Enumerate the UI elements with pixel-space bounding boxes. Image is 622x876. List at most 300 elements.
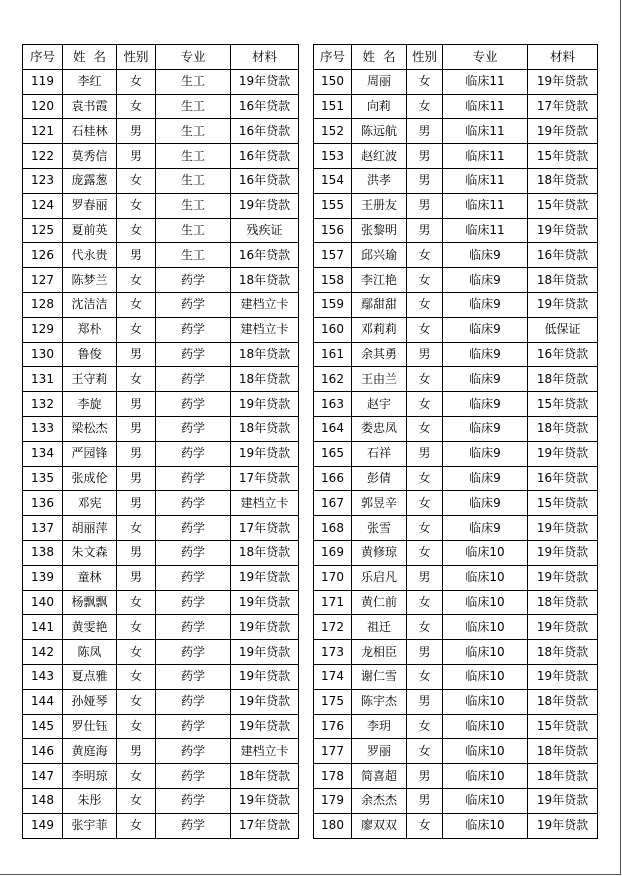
cell-name: 乐启凡 xyxy=(352,565,407,590)
cell-name: 余杰杰 xyxy=(352,788,407,813)
table-row xyxy=(314,491,598,516)
cell-gender: 女 xyxy=(117,317,156,342)
cell-major: 药学 xyxy=(156,565,231,590)
table-row xyxy=(23,416,299,441)
cell-major: 生工 xyxy=(156,119,231,144)
table-row xyxy=(314,788,598,813)
cell-seq: 162 xyxy=(314,367,352,392)
cell-gender: 男 xyxy=(117,342,156,367)
cell-major: 临床11 xyxy=(443,193,528,218)
cell-gender: 女 xyxy=(407,292,443,317)
cell-name: 童林 xyxy=(63,565,117,590)
cell-major: 临床11 xyxy=(443,94,528,119)
table-row xyxy=(23,516,299,541)
cell-material: 18年贷款 xyxy=(528,689,598,714)
cell-name: 郑朴 xyxy=(63,317,117,342)
cell-major: 药学 xyxy=(156,441,231,466)
cell-gender: 女 xyxy=(117,764,156,789)
cell-material: 19年贷款 xyxy=(528,565,598,590)
cell-major: 药学 xyxy=(156,813,231,838)
cell-material: 19年贷款 xyxy=(528,813,598,838)
cell-seq: 171 xyxy=(314,590,352,615)
cell-name: 严园锋 xyxy=(63,441,117,466)
cell-gender: 女 xyxy=(407,813,443,838)
cell-major: 临床10 xyxy=(443,714,528,739)
cell-major: 临床9 xyxy=(443,268,528,293)
cell-seq: 169 xyxy=(314,540,352,565)
cell-major: 临床11 xyxy=(443,144,528,169)
table-row xyxy=(314,144,598,169)
cell-name: 邓莉莉 xyxy=(352,317,407,342)
cell-gender: 女 xyxy=(407,739,443,764)
cell-name: 黄庭海 xyxy=(63,739,117,764)
cell-major: 临床10 xyxy=(443,764,528,789)
cell-material: 19年贷款 xyxy=(231,640,299,665)
cell-gender: 女 xyxy=(117,714,156,739)
cell-material: 19年贷款 xyxy=(528,788,598,813)
cell-name: 张宇菲 xyxy=(63,813,117,838)
table-row xyxy=(23,193,299,218)
cell-material: 18年贷款 xyxy=(231,342,299,367)
cell-gender: 女 xyxy=(407,243,443,268)
cell-major: 药学 xyxy=(156,540,231,565)
cell-seq: 173 xyxy=(314,640,352,665)
cell-material: 18年贷款 xyxy=(231,268,299,293)
cell-major: 药学 xyxy=(156,664,231,689)
cell-name: 张黎明 xyxy=(352,218,407,243)
table-row xyxy=(23,813,299,838)
header-name: 姓 名 xyxy=(63,45,117,70)
table-row xyxy=(23,615,299,640)
cell-gender: 女 xyxy=(407,540,443,565)
cell-seq: 178 xyxy=(314,764,352,789)
table-row xyxy=(314,168,598,193)
header-seq: 序号 xyxy=(23,45,63,70)
cell-major: 生工 xyxy=(156,193,231,218)
cell-gender: 男 xyxy=(117,392,156,417)
cell-major: 药学 xyxy=(156,416,231,441)
table-row xyxy=(314,813,598,838)
cell-major: 临床10 xyxy=(443,565,528,590)
cell-name: 石桂林 xyxy=(63,119,117,144)
table-row xyxy=(23,218,299,243)
cell-material: 19年贷款 xyxy=(231,664,299,689)
table-row xyxy=(314,416,598,441)
table-row xyxy=(314,218,598,243)
cell-major: 临床9 xyxy=(443,416,528,441)
table-row xyxy=(23,317,299,342)
cell-seq: 137 xyxy=(23,516,63,541)
cell-material: 17年贷款 xyxy=(231,516,299,541)
cell-gender: 女 xyxy=(117,268,156,293)
cell-material: 18年贷款 xyxy=(231,367,299,392)
cell-name: 夏点雅 xyxy=(63,664,117,689)
cell-major: 临床10 xyxy=(443,739,528,764)
cell-material: 16年贷款 xyxy=(528,342,598,367)
cell-major: 生工 xyxy=(156,144,231,169)
cell-seq: 145 xyxy=(23,714,63,739)
table-header-row xyxy=(23,45,299,70)
cell-seq: 163 xyxy=(314,392,352,417)
cell-name: 陈宇杰 xyxy=(352,689,407,714)
cell-major: 临床10 xyxy=(443,615,528,640)
cell-material: 15年贷款 xyxy=(528,193,598,218)
cell-seq: 144 xyxy=(23,689,63,714)
cell-seq: 161 xyxy=(314,342,352,367)
cell-gender: 男 xyxy=(117,119,156,144)
cell-gender: 女 xyxy=(117,516,156,541)
cell-material: 18年贷款 xyxy=(231,540,299,565)
cell-material: 19年贷款 xyxy=(231,714,299,739)
cell-major: 药学 xyxy=(156,739,231,764)
cell-gender: 男 xyxy=(117,144,156,169)
cell-seq: 174 xyxy=(314,664,352,689)
cell-material: 18年贷款 xyxy=(528,416,598,441)
cell-material: 15年贷款 xyxy=(528,392,598,417)
cell-name: 祖迁 xyxy=(352,615,407,640)
cell-gender: 男 xyxy=(407,441,443,466)
cell-seq: 180 xyxy=(314,813,352,838)
cell-gender: 男 xyxy=(117,441,156,466)
cell-gender: 女 xyxy=(407,416,443,441)
cell-material: 19年贷款 xyxy=(231,441,299,466)
cell-name: 罗仕钰 xyxy=(63,714,117,739)
cell-material: 17年贷款 xyxy=(231,813,299,838)
cell-material: 19年贷款 xyxy=(528,516,598,541)
cell-seq: 151 xyxy=(314,94,352,119)
cell-major: 临床10 xyxy=(443,540,528,565)
cell-major: 药学 xyxy=(156,342,231,367)
cell-major: 药学 xyxy=(156,317,231,342)
cell-seq: 141 xyxy=(23,615,63,640)
cell-seq: 167 xyxy=(314,491,352,516)
cell-seq: 128 xyxy=(23,292,63,317)
cell-major: 临床11 xyxy=(443,168,528,193)
cell-seq: 166 xyxy=(314,466,352,491)
table-row xyxy=(314,342,598,367)
cell-name: 李红 xyxy=(63,69,117,94)
cell-name: 梁松杰 xyxy=(63,416,117,441)
cell-gender: 男 xyxy=(407,119,443,144)
cell-name: 莫秀信 xyxy=(63,144,117,169)
cell-seq: 140 xyxy=(23,590,63,615)
cell-gender: 女 xyxy=(117,218,156,243)
table-row xyxy=(314,516,598,541)
cell-material: 16年贷款 xyxy=(231,168,299,193)
table-row xyxy=(314,640,598,665)
header-major: 专业 xyxy=(443,45,528,70)
cell-gender: 女 xyxy=(407,367,443,392)
cell-gender: 女 xyxy=(117,615,156,640)
cell-name: 鲁俊 xyxy=(63,342,117,367)
cell-material: 19年贷款 xyxy=(231,615,299,640)
cell-material: 17年贷款 xyxy=(231,466,299,491)
cell-name: 孙娅琴 xyxy=(63,689,117,714)
cell-major: 临床9 xyxy=(443,367,528,392)
cell-name: 王册友 xyxy=(352,193,407,218)
cell-gender: 男 xyxy=(407,168,443,193)
table-row xyxy=(23,590,299,615)
cell-seq: 154 xyxy=(314,168,352,193)
table-row xyxy=(314,69,598,94)
cell-name: 张雪 xyxy=(352,516,407,541)
table-row xyxy=(23,491,299,516)
table-header-row xyxy=(314,45,598,70)
cell-major: 临床9 xyxy=(443,441,528,466)
cell-major: 临床10 xyxy=(443,590,528,615)
cell-seq: 156 xyxy=(314,218,352,243)
cell-major: 临床9 xyxy=(443,466,528,491)
cell-major: 药学 xyxy=(156,615,231,640)
cell-name: 谢仁雪 xyxy=(352,664,407,689)
cell-seq: 129 xyxy=(23,317,63,342)
cell-major: 药学 xyxy=(156,689,231,714)
cell-material: 建档立卡 xyxy=(231,491,299,516)
cell-material: 18年贷款 xyxy=(528,590,598,615)
cell-gender: 男 xyxy=(407,218,443,243)
cell-material: 18年贷款 xyxy=(528,739,598,764)
cell-name: 陈梦兰 xyxy=(63,268,117,293)
cell-major: 药学 xyxy=(156,491,231,516)
table-row xyxy=(23,94,299,119)
table-row xyxy=(314,441,598,466)
cell-name: 罗丽 xyxy=(352,739,407,764)
cell-name: 赵宇 xyxy=(352,392,407,417)
cell-major: 临床11 xyxy=(443,119,528,144)
cell-name: 朱彤 xyxy=(63,788,117,813)
cell-name: 朱文森 xyxy=(63,540,117,565)
student-table-right xyxy=(313,44,598,839)
cell-material: 18年贷款 xyxy=(528,367,598,392)
cell-name: 邱兴瑜 xyxy=(352,243,407,268)
cell-major: 临床9 xyxy=(443,516,528,541)
cell-seq: 168 xyxy=(314,516,352,541)
table-row xyxy=(23,367,299,392)
cell-gender: 女 xyxy=(117,292,156,317)
cell-major: 临床11 xyxy=(443,69,528,94)
cell-material: 18年贷款 xyxy=(528,640,598,665)
cell-major: 临床10 xyxy=(443,788,528,813)
table-row xyxy=(314,119,598,144)
cell-seq: 121 xyxy=(23,119,63,144)
cell-material: 16年贷款 xyxy=(528,243,598,268)
cell-gender: 女 xyxy=(407,466,443,491)
cell-gender: 女 xyxy=(117,640,156,665)
cell-seq: 176 xyxy=(314,714,352,739)
cell-name: 沈洁洁 xyxy=(63,292,117,317)
header-material: 材料 xyxy=(528,45,598,70)
cell-seq: 157 xyxy=(314,243,352,268)
cell-name: 鄢甜甜 xyxy=(352,292,407,317)
table-row xyxy=(314,392,598,417)
table-row xyxy=(23,392,299,417)
cell-seq: 119 xyxy=(23,69,63,94)
table-row xyxy=(23,739,299,764)
cell-gender: 女 xyxy=(117,367,156,392)
table-row xyxy=(23,268,299,293)
cell-seq: 135 xyxy=(23,466,63,491)
cell-gender: 男 xyxy=(117,243,156,268)
cell-material: 18年贷款 xyxy=(231,416,299,441)
cell-gender: 女 xyxy=(407,268,443,293)
table-row xyxy=(23,119,299,144)
cell-major: 生工 xyxy=(156,168,231,193)
cell-name: 袁书霞 xyxy=(63,94,117,119)
cell-seq: 152 xyxy=(314,119,352,144)
cell-gender: 女 xyxy=(407,590,443,615)
cell-name: 夏前英 xyxy=(63,218,117,243)
table-row xyxy=(314,268,598,293)
cell-seq: 142 xyxy=(23,640,63,665)
cell-name: 洪孝 xyxy=(352,168,407,193)
cell-seq: 159 xyxy=(314,292,352,317)
cell-name: 廖双双 xyxy=(352,813,407,838)
cell-material: 19年贷款 xyxy=(528,292,598,317)
cell-gender: 女 xyxy=(117,813,156,838)
cell-seq: 160 xyxy=(314,317,352,342)
cell-gender: 女 xyxy=(407,516,443,541)
cell-seq: 170 xyxy=(314,565,352,590)
cell-name: 李江艳 xyxy=(352,268,407,293)
cell-gender: 女 xyxy=(407,94,443,119)
cell-seq: 122 xyxy=(23,144,63,169)
table-row xyxy=(23,664,299,689)
table-row xyxy=(314,317,598,342)
cell-seq: 149 xyxy=(23,813,63,838)
cell-material: 19年贷款 xyxy=(528,119,598,144)
cell-gender: 女 xyxy=(117,168,156,193)
table-row xyxy=(23,466,299,491)
cell-seq: 147 xyxy=(23,764,63,789)
cell-gender: 女 xyxy=(407,491,443,516)
cell-seq: 146 xyxy=(23,739,63,764)
cell-gender: 男 xyxy=(407,689,443,714)
header-seq: 序号 xyxy=(314,45,352,70)
cell-seq: 133 xyxy=(23,416,63,441)
cell-major: 临床9 xyxy=(443,392,528,417)
cell-material: 19年贷款 xyxy=(528,540,598,565)
cell-major: 临床10 xyxy=(443,689,528,714)
cell-major: 临床9 xyxy=(443,243,528,268)
cell-gender: 女 xyxy=(407,664,443,689)
cell-seq: 172 xyxy=(314,615,352,640)
cell-seq: 155 xyxy=(314,193,352,218)
cell-material: 19年贷款 xyxy=(231,69,299,94)
cell-material: 17年贷款 xyxy=(528,94,598,119)
cell-material: 15年贷款 xyxy=(528,714,598,739)
header-name: 姓 名 xyxy=(352,45,407,70)
cell-name: 胡丽萍 xyxy=(63,516,117,541)
table-row xyxy=(23,441,299,466)
cell-name: 娄忠凤 xyxy=(352,416,407,441)
cell-name: 简喜超 xyxy=(352,764,407,789)
student-table-left xyxy=(22,44,299,839)
cell-seq: 158 xyxy=(314,268,352,293)
table-row xyxy=(314,540,598,565)
cell-seq: 143 xyxy=(23,664,63,689)
cell-name: 龙相臣 xyxy=(352,640,407,665)
table-row xyxy=(23,69,299,94)
cell-material: 19年贷款 xyxy=(231,392,299,417)
cell-material: 18年贷款 xyxy=(528,168,598,193)
cell-seq: 175 xyxy=(314,689,352,714)
cell-name: 罗春丽 xyxy=(63,193,117,218)
cell-seq: 165 xyxy=(314,441,352,466)
cell-major: 药学 xyxy=(156,292,231,317)
table-row xyxy=(314,714,598,739)
cell-major: 临床11 xyxy=(443,218,528,243)
cell-seq: 126 xyxy=(23,243,63,268)
cell-gender: 女 xyxy=(117,94,156,119)
cell-name: 石祥 xyxy=(352,441,407,466)
cell-seq: 164 xyxy=(314,416,352,441)
header-material: 材料 xyxy=(231,45,299,70)
cell-seq: 179 xyxy=(314,788,352,813)
cell-material: 19年贷款 xyxy=(528,664,598,689)
cell-seq: 120 xyxy=(23,94,63,119)
cell-material: 低保证 xyxy=(528,317,598,342)
cell-gender: 女 xyxy=(407,69,443,94)
cell-gender: 女 xyxy=(407,317,443,342)
table-row xyxy=(314,94,598,119)
cell-name: 赵红波 xyxy=(352,144,407,169)
cell-name: 彭倩 xyxy=(352,466,407,491)
cell-name: 杨飘飘 xyxy=(63,590,117,615)
cell-material: 残疾证 xyxy=(231,218,299,243)
table-row xyxy=(314,565,598,590)
cell-major: 生工 xyxy=(156,69,231,94)
cell-gender: 女 xyxy=(407,615,443,640)
header-gender: 性别 xyxy=(407,45,443,70)
cell-major: 临床9 xyxy=(443,342,528,367)
cell-material: 19年贷款 xyxy=(231,788,299,813)
cell-gender: 男 xyxy=(407,342,443,367)
cell-gender: 男 xyxy=(117,739,156,764)
table-row xyxy=(314,664,598,689)
table-row xyxy=(314,292,598,317)
cell-seq: 136 xyxy=(23,491,63,516)
cell-seq: 130 xyxy=(23,342,63,367)
cell-gender: 男 xyxy=(407,640,443,665)
cell-material: 19年贷款 xyxy=(528,441,598,466)
table-row xyxy=(23,292,299,317)
table-row xyxy=(23,640,299,665)
cell-major: 生工 xyxy=(156,243,231,268)
table-row xyxy=(23,764,299,789)
cell-major: 药学 xyxy=(156,714,231,739)
table-row xyxy=(314,590,598,615)
table-row xyxy=(23,168,299,193)
cell-material: 19年贷款 xyxy=(528,615,598,640)
cell-name: 代永贵 xyxy=(63,243,117,268)
cell-seq: 177 xyxy=(314,739,352,764)
cell-gender: 男 xyxy=(407,788,443,813)
table-row xyxy=(23,540,299,565)
table-row xyxy=(314,367,598,392)
cell-gender: 女 xyxy=(117,788,156,813)
cell-name: 黄修琼 xyxy=(352,540,407,565)
cell-material: 19年贷款 xyxy=(528,218,598,243)
cell-gender: 男 xyxy=(117,416,156,441)
table-row xyxy=(23,788,299,813)
cell-name: 庞露葱 xyxy=(63,168,117,193)
cell-name: 邓宪 xyxy=(63,491,117,516)
cell-major: 临床10 xyxy=(443,813,528,838)
cell-major: 药学 xyxy=(156,367,231,392)
cell-material: 16年贷款 xyxy=(528,466,598,491)
table-row xyxy=(314,193,598,218)
cell-major: 临床10 xyxy=(443,664,528,689)
